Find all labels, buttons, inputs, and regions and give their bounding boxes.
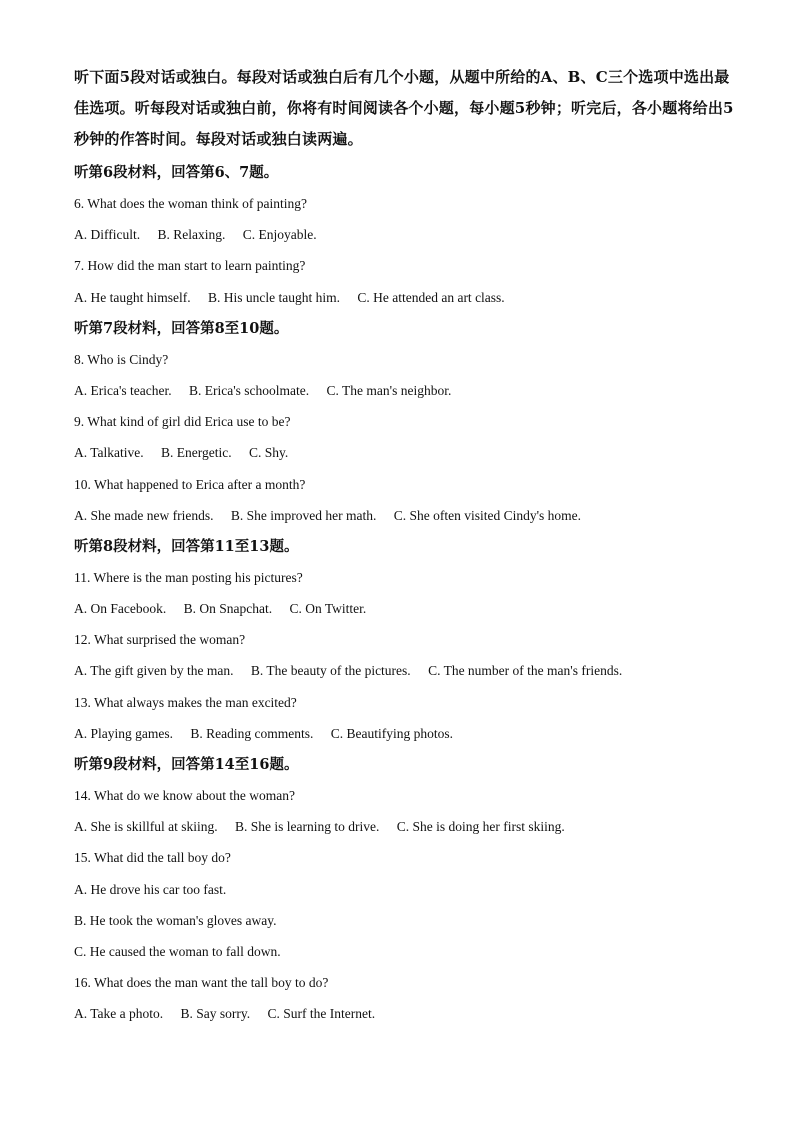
option-b: B. She improved her math. [230, 507, 377, 523]
option-a: A. Talkative. [74, 445, 144, 461]
instructions: 听下面5段对话或独白。每段对话或独白后有几个小题，从题中所给的A、B、C三个选项中选出最佳选项。听每段对话或独白前，你将有时间阅读各个小题，每小题5秒钟；听完后，各小题将给出5秒钟的作答时间。每段对话或独白读两遍。 [74, 68, 734, 148]
option-a: A. She is skillful at skiing. [74, 819, 218, 835]
options-6 [74, 219, 734, 250]
section-heading: 听第9段材料，回答第14至16题。 [74, 756, 299, 773]
options-14 [74, 811, 734, 842]
options-16 [74, 998, 734, 1029]
question-10: 10. What happened to Erica after a month? [74, 476, 306, 492]
option-b: B. His uncle taught him. [207, 289, 340, 305]
option-a: A. The gift given by the man. [74, 663, 234, 679]
section-heading: 听第8段材料，回答第11至13题。 [74, 537, 299, 555]
option-c: C. On Twitter. [289, 601, 367, 617]
section-heading: 听第7段材料，回答第8至10题。 [74, 319, 289, 337]
option-b: B. Erica's schoolmate. [189, 382, 310, 398]
option-c: C. Enjoyable. [242, 227, 317, 243]
question-7: 7. How did the man start to learn painting? [74, 258, 306, 274]
options-11 [74, 593, 734, 624]
question-14: 14. What do we know about the woman? [74, 788, 295, 803]
question-8: 8. Who is Cindy? [74, 351, 169, 367]
option-b: B. The beauty of the pictures. [250, 663, 411, 679]
option-a: A. Take a photo. [74, 1006, 164, 1022]
options-7 [74, 282, 734, 313]
option-a: A. Erica's teacher. [74, 382, 172, 398]
option-c: C. The man's neighbor. [326, 382, 452, 398]
section-8 [74, 531, 734, 749]
section-6 [74, 157, 734, 313]
option-c: C. She is doing her first skiing. [396, 819, 565, 835]
question-11: 11. Where is the man posting his pictures? [74, 569, 303, 585]
option-a: A. He taught himself. [74, 289, 191, 305]
option-c: C. Surf the Internet. [267, 1006, 376, 1022]
question-13: 13. What always makes the man excited? [74, 694, 297, 710]
option-a: A. On Facebook. [74, 601, 167, 617]
section-7 [74, 313, 734, 531]
options-12 [74, 655, 734, 686]
option-a: A. He drove his car too fast. [74, 881, 227, 897]
option-a: A. Playing games. [74, 725, 173, 741]
option-a: A. Difficult. [74, 227, 141, 243]
options-8 [74, 375, 734, 406]
option-c: C. He caused the woman to fall down. [74, 943, 281, 959]
options-10 [74, 500, 734, 531]
option-c: C. The number of the man's friends. [428, 663, 623, 679]
question-6: 6. What does the woman think of painting? [74, 196, 307, 211]
option-a: A. She made new friends. [74, 507, 214, 523]
option-c: C. She often visited Cindy's home. [393, 507, 582, 523]
option-b: B. He took the woman's gloves away. [74, 912, 277, 928]
section-heading: 听第6段材料，回答第6、7题。 [74, 164, 279, 181]
option-b: B. She is learning to drive. [235, 819, 380, 835]
question-9: 9. What kind of girl did Erica use to be? [74, 414, 291, 430]
option-b: B. Reading comments. [190, 725, 314, 741]
section-9 [74, 749, 734, 1030]
option-b: B. On Snapchat. [183, 601, 273, 617]
option-b: B. Relaxing. [157, 227, 226, 243]
options-13 [74, 718, 734, 749]
question-12: 12. What surprised the woman? [74, 632, 246, 648]
option-b: B. Energetic. [161, 445, 232, 461]
option-c: C. Beautifying photos. [330, 725, 453, 741]
question-16: 16. What does the man want the tall boy to do? [74, 975, 329, 991]
option-c: C. Shy. [249, 445, 289, 461]
options-9 [74, 437, 734, 468]
question-15: 15. What did the tall boy do? [74, 850, 231, 866]
exam-page [74, 62, 734, 1030]
option-b: B. Say sorry. [180, 1006, 251, 1022]
option-c: C. He attended an art class. [357, 289, 505, 305]
